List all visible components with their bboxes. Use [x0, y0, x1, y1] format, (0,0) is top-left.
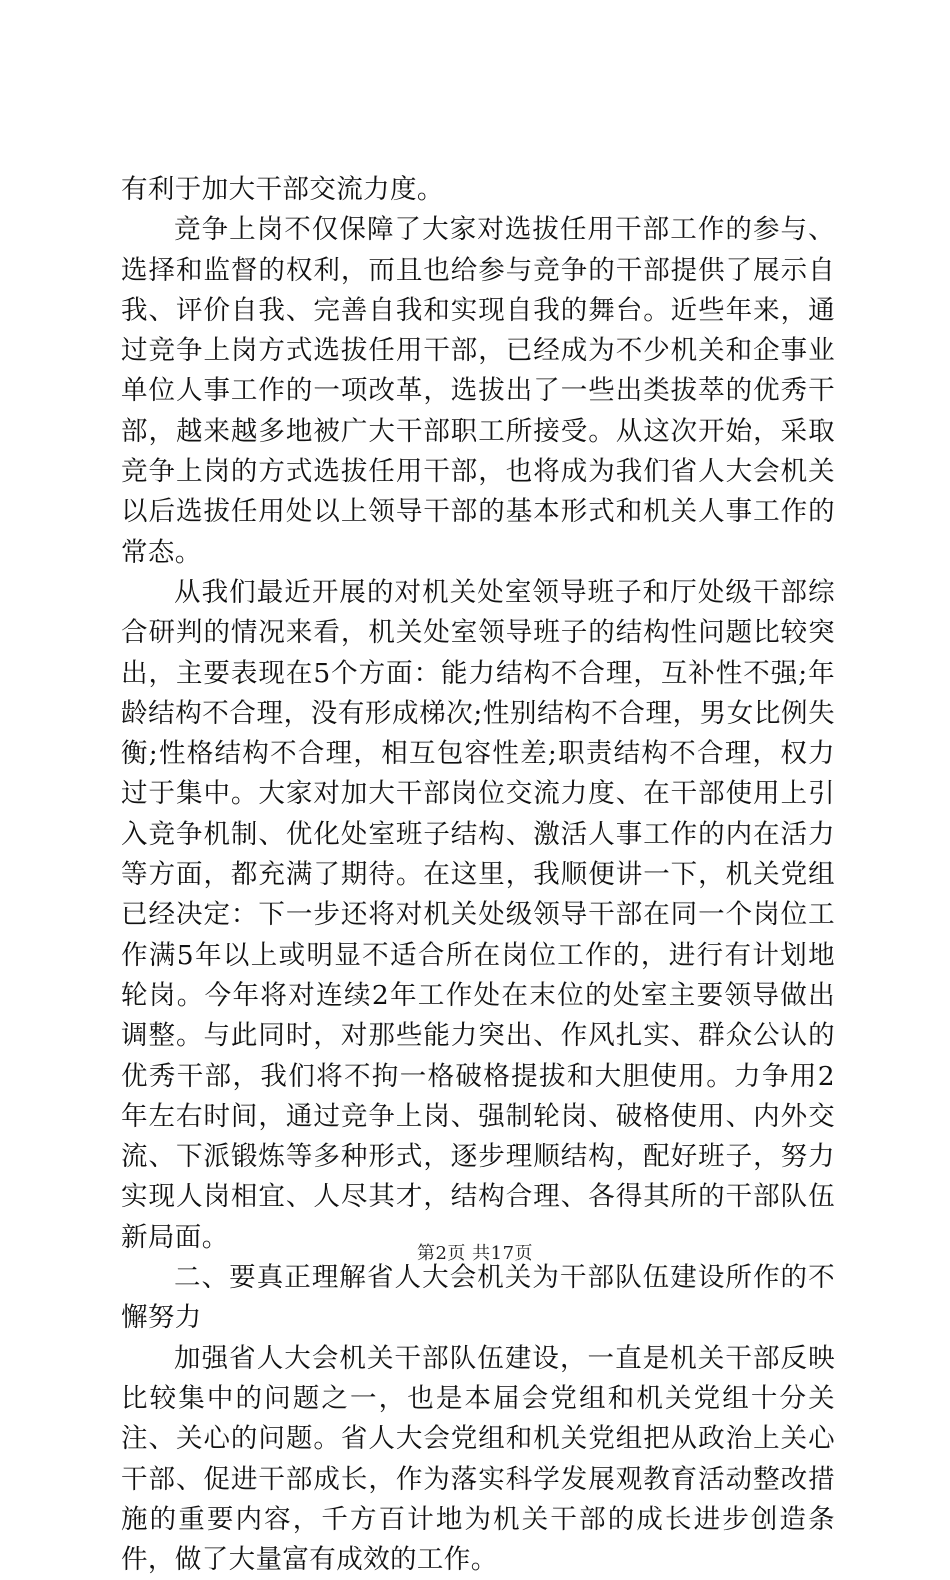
paragraph-2: 竞争上岗不仅保障了大家对选拔任用干部工作的参与、选择和监督的权利，而且也给参与竞争的干部提供了展示自我、评价自我、完善自我和实现自我的舞台。近些年来，通过竞争上岗方式选拔任用干部，已经成为不少机关和企事业单位人事工作的一项改革，选拔出了一些出类拔萃的优秀干部，越来越多地被广大干部职工所接受。从这次开始，采取竞争上岗的方式选拔任用干部，也将成为我们省人大会机关以后选拔任用处以上领导干部的基本形式和机关人事工作的常态。: [121, 214, 835, 568]
paragraph-5: 加强省人大会机关干部队伍建设，一直是机关干部反映比较集中的问题之一，也是本届会党组和机关党组十分关注、关心的问题。省人大会党组和机关党组把从政治上关心干部、促进干部成长，作为落实科学发展观教育活动整改措施的重要内容，千方百计地为机关干部的成长进步创造条件，做了大量富有成效的工作。: [121, 1342, 835, 1576]
section-heading: 二、要真正理解省人大会机关为干部队伍建设所作的不懈努力: [121, 1262, 835, 1334]
paragraph-3: 从我们最近开展的对机关处室领导班子和厅处级干部综合研判的情况来看，机关处室领导班子的结构性问题比较突出，主要表现在5个方面：能力结构不合理，互补性不强;年龄结构不合理，没有形成梯次;性别结构不合理，男女比例失衡;性格结构不合理，相互包容性差;职责结构不合理，权力过于集中。大家对加大干部岗位交流力度、在干部使用上引入竞争机制、优化处室班子结构、激活人事工作的内在活力等方面，都充满了期待。在这里，我顺便讲一下，机关党组已经决定：下一步还将对机关处级领导干部在同一个岗位工作满5年以上或明显不适合所在岗位工作的，进行有计划地轮岗。今年将对连续2年工作处在末位的处室主要领导做出调整。与此同时，对那些能力突出、作风扎实、群众公认的优秀干部，我们将不拘一格破格提拔和大胆使用。力争用2年左右时间，通过竞争上岗、强制轮岗、破格使用、内外交流、下派锻炼等多种形式，逐步理顺结构，配好班子，努力实现人岗相宜、人尽其才，结构合理、各得其所的干部队伍新局面。: [121, 576, 835, 1253]
page-number-footer: 第2页 共17页: [416, 1243, 534, 1264]
document-body: [121, 170, 835, 1580]
paragraph-1: 有利于加大干部交流力度。: [121, 174, 444, 205]
